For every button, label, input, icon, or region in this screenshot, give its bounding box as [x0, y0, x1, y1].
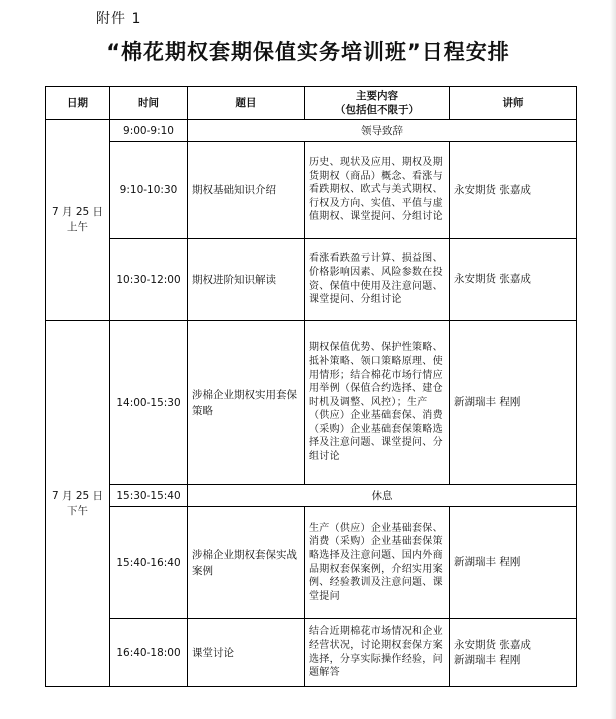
attachment-label: 附件 1: [96, 11, 142, 27]
date-morning: 7 月 25 日: [51, 206, 104, 218]
table-row: [46, 239, 577, 321]
date-cell-morning: [46, 120, 110, 321]
table-row: [46, 142, 577, 239]
header-date: 日期: [46, 87, 110, 120]
lecturer-cell: 永安期货 张嘉成: [450, 142, 577, 239]
time-cell: 16:40-18:00: [110, 619, 188, 687]
header-content-sub: （包括但不限于）: [335, 104, 419, 116]
topic-cell: 期权基础知识介绍: [188, 142, 305, 239]
time-cell: 9:00-9:10: [110, 120, 188, 142]
table-row: [46, 619, 577, 687]
header-time: 时间: [110, 87, 188, 120]
lecturer-cell: 永安期货 张嘉成: [450, 239, 577, 321]
time-cell: 14:00-15:30: [110, 321, 188, 485]
topic-cell: 涉棉企业期权实用套保策略: [188, 321, 305, 485]
document-title: “棉花期权套期保值实务培训班”日程安排: [106, 40, 510, 64]
lecturer-cell: 新湖瑞丰 程刚: [450, 321, 577, 485]
date-afternoon: 7 月 25 日: [51, 489, 104, 502]
session-span-cell: 领导致辞: [188, 120, 577, 142]
content-cell: 结合近期棉花市场情况和企业经营状况，讨论期权套保方案选择，分享实际操作经验，问题解答: [305, 619, 450, 687]
content-cell: 看涨看跌盈亏计算、损益图、价格影响因素、风险参数在投资、保值中使用及注意问题、课堂提问、分组讨论: [305, 239, 450, 321]
period-morning: 上午: [67, 221, 88, 233]
header-content: [305, 87, 450, 120]
content-cell: 历史、现状及应用、期权及期货期权（商品）概念、看涨与看跌期权、欧式与美式期权、行权及方向、实值、平值与虚值期权、课堂提问、分组讨论: [305, 142, 450, 239]
table-row: [46, 120, 577, 142]
lecturer-line: 新湖瑞丰 程刚: [454, 653, 521, 666]
content-cell: 期权保值优势、保护性策略、抵补策略、领口策略原理、使用情形；结合棉花市场行情应用举例（保值合约选择、建仓时机及调整、风控）；生产（供应）企业基础套保、消费（采购）企业基础套保策略选择及注意问题、课堂提问、分组讨论: [305, 321, 450, 485]
time-cell: 9:10-10:30: [110, 142, 188, 239]
time-cell: 15:40-16:40: [110, 507, 188, 619]
schedule-table: [45, 86, 577, 687]
table-row: [46, 321, 577, 485]
period-afternoon: 下午: [67, 504, 88, 517]
lecturer-cell: 新湖瑞丰 程刚: [450, 507, 577, 619]
table-header-row: [46, 87, 577, 120]
date-cell-afternoon: [46, 321, 110, 687]
table-row: [46, 485, 577, 507]
header-lecturer: 讲师: [450, 87, 577, 120]
time-cell: 15:30-15:40: [110, 485, 188, 507]
time-cell: 10:30-12:00: [110, 239, 188, 321]
page-edge-shadow: [610, 0, 616, 719]
session-span-cell: 休息: [188, 485, 577, 507]
lecturer-cell: [450, 619, 577, 687]
topic-cell: 期权进阶知识解读: [188, 239, 305, 321]
topic-cell: 课堂讨论: [188, 619, 305, 687]
header-topic: 题目: [188, 87, 305, 120]
topic-cell: 涉棉企业期权套保实战案例: [188, 507, 305, 619]
content-cell: 生产（供应）企业基础套保、消费（采购）企业基础套保策略选择及注意问题、国内外商品期权套保案例，介绍实用案例、经验教训及注意问题、课堂提问: [305, 507, 450, 619]
header-content-main: 主要内容: [356, 90, 398, 102]
table-row: [46, 507, 577, 619]
lecturer-line: 永安期货 张嘉成: [454, 638, 531, 651]
